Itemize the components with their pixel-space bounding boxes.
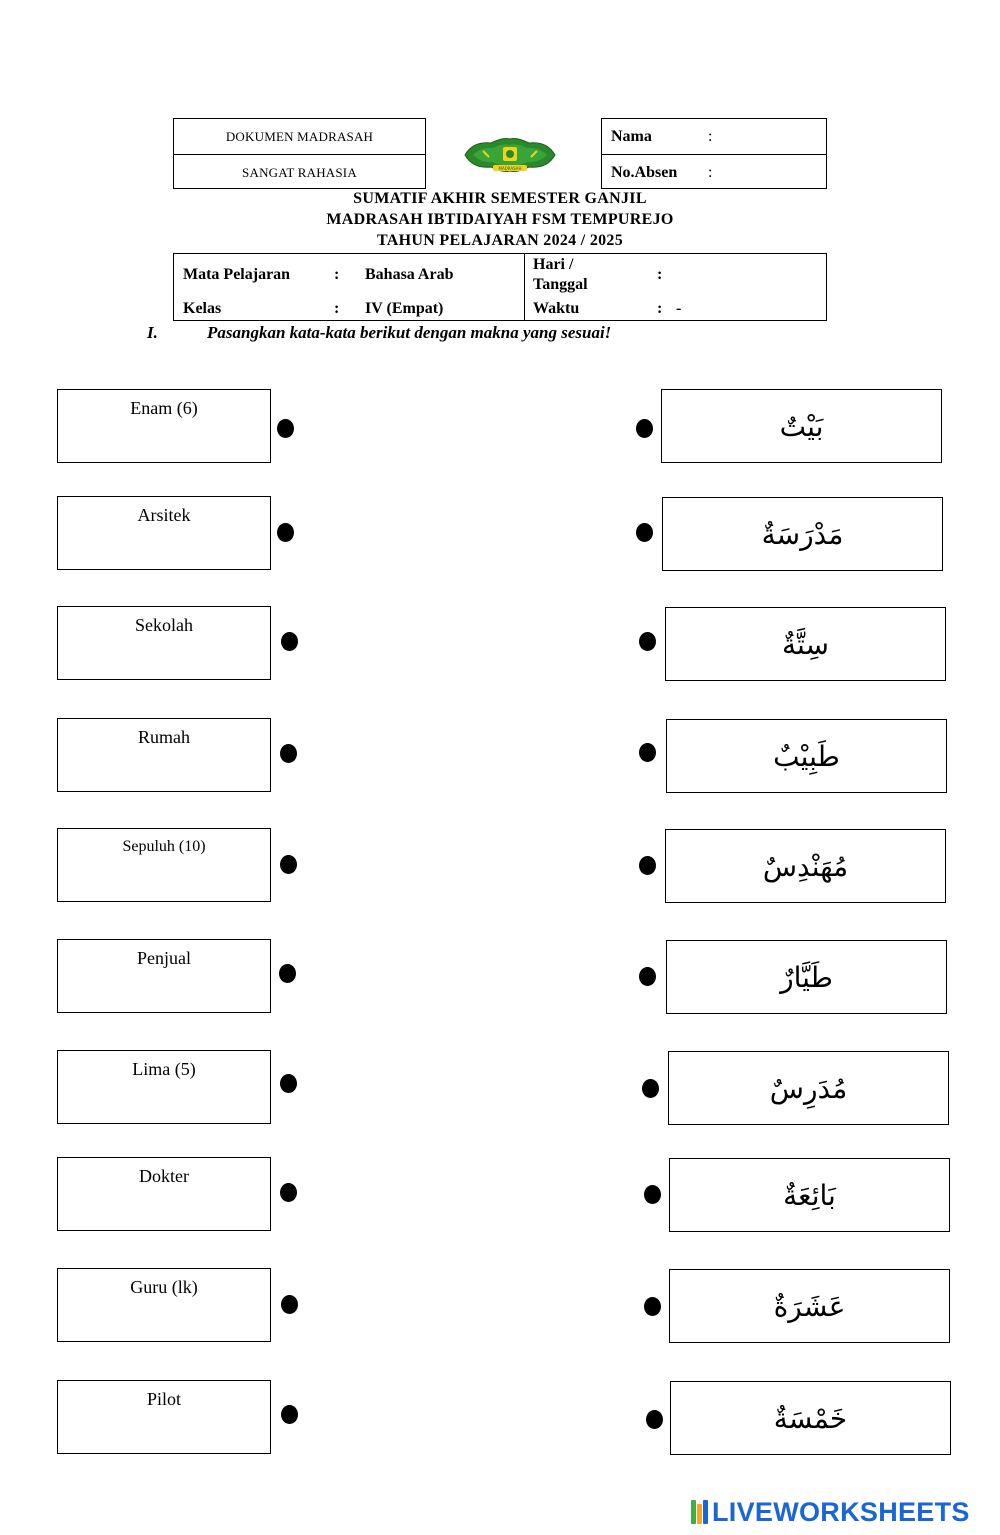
absence-number-field[interactable] [602,154,826,190]
brand-name: LIVEWORKSHEETS [712,1496,970,1527]
logo-ribbon-text: MADRASAH [498,166,522,171]
absence-number-value: : [708,163,713,181]
left-match-dot[interactable] [281,1295,298,1314]
left-word-box: Penjual [57,939,271,1013]
right-match-dot[interactable] [639,743,656,762]
left-word-box: Guru (lk) [57,1268,271,1342]
exam-info-box [173,253,827,321]
left-match-dot[interactable] [280,744,297,763]
class-value: IV (Empat) [365,300,444,317]
left-match-dot[interactable] [277,419,294,438]
left-match-dot[interactable] [280,1074,297,1093]
left-word-box: Arsitek [57,496,271,570]
left-match-dot[interactable] [280,855,297,874]
right-arabic-box: سِتَّةٌ [665,607,946,681]
info-divider [524,254,525,320]
time-label: Waktu [533,300,580,317]
right-arabic-box: بَائِعَةٌ [669,1158,950,1232]
date-label: Tanggal [533,276,588,293]
right-match-dot[interactable] [639,632,656,651]
right-arabic-box: طَبِيْبٌ [666,719,947,793]
right-match-dot[interactable] [644,1297,661,1316]
left-match-dot[interactable] [281,632,298,651]
left-word-box: Lima (5) [57,1050,271,1124]
right-match-dot[interactable] [639,967,656,986]
subject-label: Mata Pelajaran [183,266,291,283]
left-word-box: Sekolah [57,606,271,680]
class-colon: : [334,300,340,317]
school-name: MADRASAH IBTIDAIYAH FSM TEMPUREJO [326,211,674,228]
right-arabic-box: بَيْتٌ [661,389,942,463]
instruction-text: Pasangkan kata-kata berikut dengan makna yang sesuai! [207,323,612,342]
academic-year: TAHUN PELAJARAN 2024 / 2025 [376,232,624,249]
left-match-dot[interactable] [277,523,294,542]
right-arabic-box: طَيَّارٌ [666,940,947,1014]
confidentiality-label: SANGAT RAHASIA [174,154,425,190]
name-label: Nama [611,127,652,145]
right-match-dot[interactable] [646,1410,663,1429]
right-match-dot[interactable] [639,856,656,875]
subject-value: Bahasa Arab [365,266,454,283]
right-match-dot[interactable] [642,1079,659,1098]
right-arabic-box: عَشَرَةٌ [669,1269,950,1343]
right-match-dot[interactable] [636,523,653,542]
madrasah-logo [463,135,557,175]
document-classification-box [173,118,426,189]
left-word-box: Enam (6) [57,389,271,463]
liveworksheets-icon [690,1498,710,1526]
liveworksheets-logo [690,1494,970,1530]
left-word-box: Rumah [57,718,271,792]
document-type-label: DOKUMEN MADRASAH [225,128,374,144]
right-arabic-box: مَدْرَسَةٌ [662,497,943,571]
name-field[interactable] [602,119,826,154]
left-match-dot[interactable] [281,1405,298,1424]
time-value: - [676,300,682,317]
time-colon: : [657,300,663,317]
subject-colon: : [334,266,340,283]
right-match-dot[interactable] [644,1185,661,1204]
right-arabic-box: خَمْسَةٌ [670,1381,951,1455]
right-arabic-box: مُهَنْدِسٌ [665,829,946,903]
left-word-box: Pilot [57,1380,271,1454]
day-label: Hari / [533,256,574,273]
instruction-number: I. [147,323,158,342]
exam-title: SUMATIF AKHIR SEMESTER GANJIL [353,190,647,207]
left-match-dot[interactable] [280,1183,297,1202]
class-label: Kelas [183,300,222,317]
left-word-box: Dokter [57,1157,271,1231]
name-value: : [708,127,713,145]
right-match-dot[interactable] [636,419,653,438]
left-match-dot[interactable] [279,964,296,983]
right-arabic-box: مُدَرِسٌ [668,1051,949,1125]
date-colon: : [657,266,663,283]
student-identity-box [601,118,827,189]
absence-number-label: No.Absen [611,163,678,181]
left-word-box: Sepuluh (10) [57,828,271,902]
